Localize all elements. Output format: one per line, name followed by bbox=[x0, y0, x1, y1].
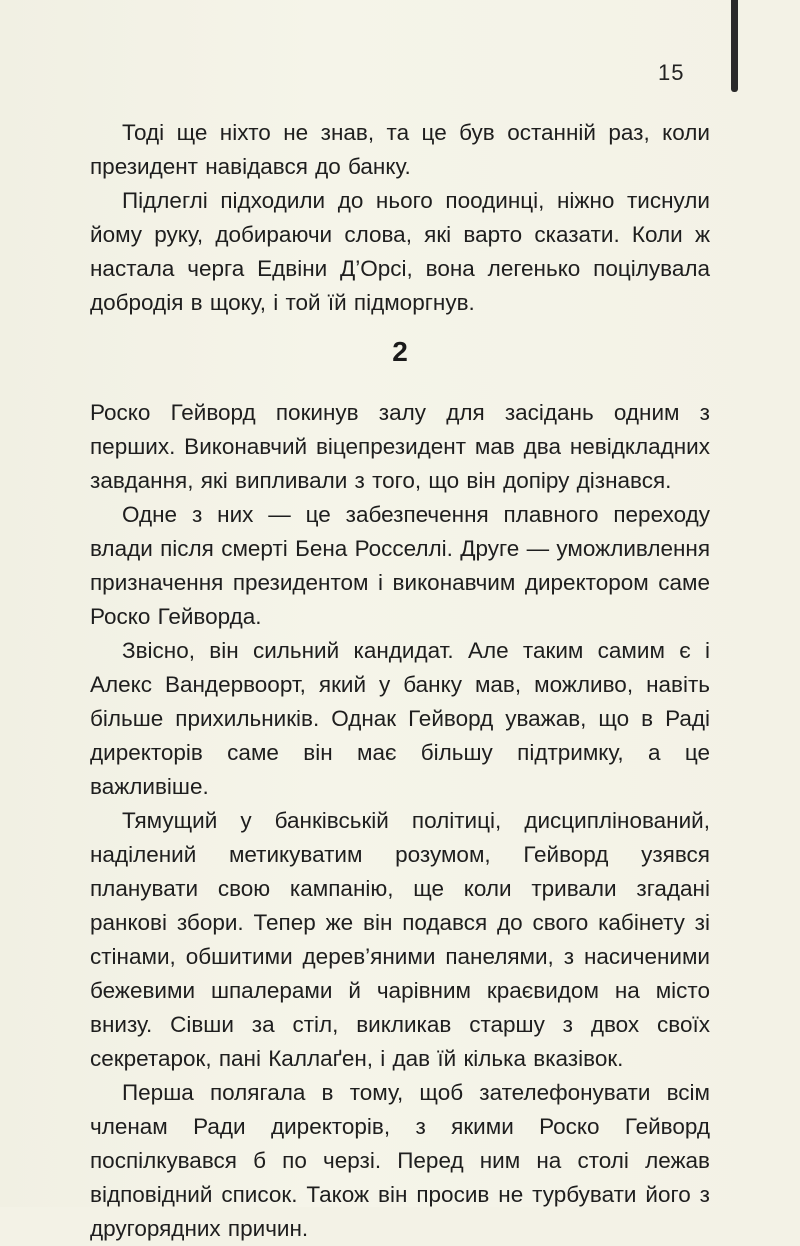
section-before-text bbox=[90, 116, 710, 320]
chapter-text bbox=[90, 396, 710, 1246]
paragraph: Одне з них — це забезпечення плавного переходу влади після смерті Бена Росселлі. Друге — уможливлення призначення президентом і виконавчим директором саме Роско Гейворда. bbox=[90, 502, 710, 629]
paragraph: Підлеглі підходили до нього поодинці, ніжно тиснули йому руку, добираючи слова, які варто сказати. Коли ж настала черга Едвіни Д’Орсі, вона легенько поцілувала добродія в щоку, і той їй підморгнув. bbox=[90, 188, 710, 315]
paragraph: Звісно, він сильний кандидат. Але таким самим є і Алекс Вандервоорт, який у банку мав, можливо, навіть більше прихильників. Однак Гейворд уважав, що в Раді директорів саме він має більшу підтримку, а це важливіше. bbox=[90, 638, 710, 799]
paragraph: Тямущий у банківській політиці, дисциплінований, наділений метикуватим розумом, Гейворд узявся планувати свою кампанію, ще коли тривали згадані ранкові збори. Тепер же він подався до свого кабінету зі стінами, обшитими дерев’яними панелями, з насиченими бежевими шпалерами й чарівним краєвидом на місто внизу. Сівши за стіл, викликав старшу з двох своїх секретарок, пані Каллаґен, і дав їй кілька вказівок. bbox=[90, 808, 710, 1071]
paragraph: Роско Гейворд покинув залу для засідань одним з перших. Виконавчий віцепрезидент мав два невідкладних завдання, які випливали з того, що він допіру дізнався. bbox=[90, 400, 710, 493]
book-spine-edge bbox=[731, 0, 738, 92]
paragraph: Тоді ще ніхто не знав, та це був останній раз, коли президент навідався до банку. bbox=[90, 120, 710, 179]
paragraph: Перша полягала в тому, щоб зателефонувати всім членам Ради директорів, з якими Роско Гейворд поспілкувався б по черзі. Перед ним на столі лежав відповідний список. Також він просив не турбувати його з другорядних причин. bbox=[90, 1080, 710, 1241]
page-number: 15 bbox=[658, 60, 685, 85]
chapter-number: 2 bbox=[392, 336, 408, 367]
